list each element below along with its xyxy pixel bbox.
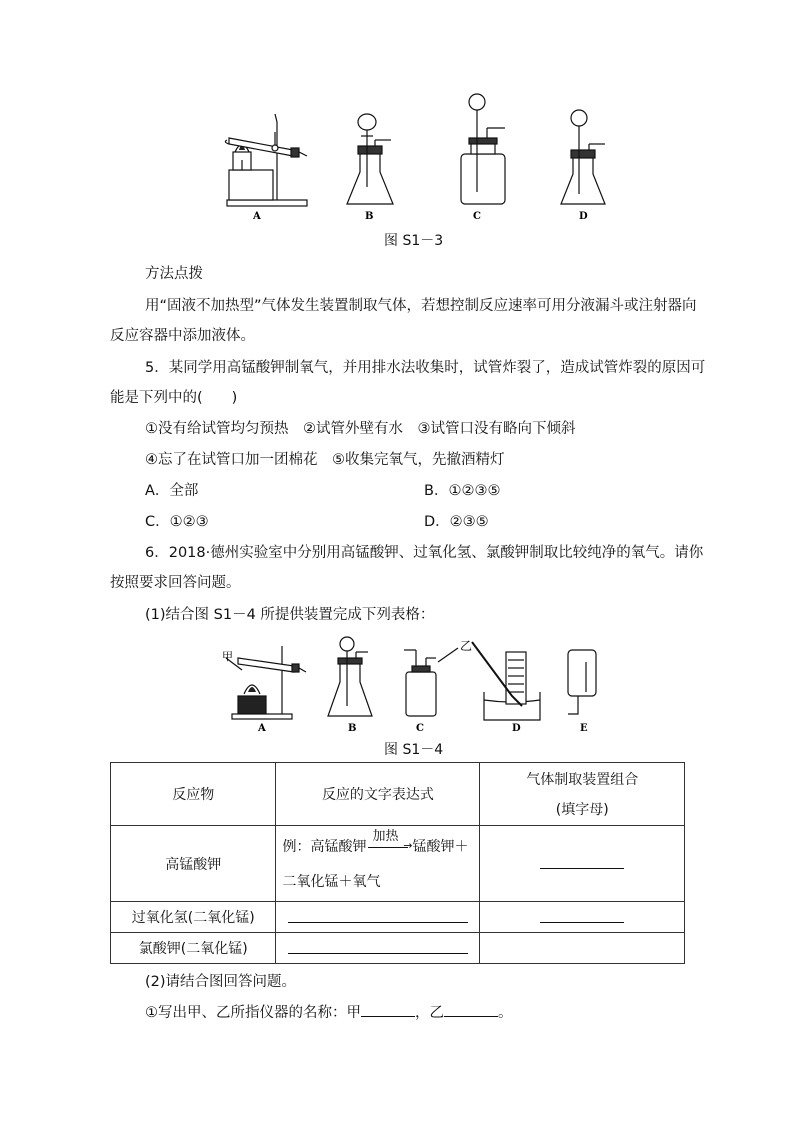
figure2-label-d: D: [512, 723, 521, 734]
table-header-row: [111, 763, 685, 826]
q6-sub2-item1-text-a: ①写出甲、乙所指仪器的名称：甲: [145, 1005, 361, 1021]
apparatus-2a-drawing: [226, 646, 306, 719]
table-row: [111, 902, 685, 933]
apparatus-c-drawing: [461, 94, 505, 204]
row1-reactant: 高锰酸钾: [111, 826, 276, 902]
row3-expression-answer[interactable]: [276, 933, 480, 964]
row1-apparatus-answer[interactable]: [480, 826, 685, 902]
pointer-label-yi: 乙: [460, 639, 473, 653]
figure1-label-d: D: [579, 211, 588, 222]
heating-arrow: 加热 →: [366, 837, 412, 857]
answer-blank-jia[interactable]: [361, 1002, 415, 1017]
figure-s1-4: [222, 636, 612, 736]
header-expression: 反应的文字表达式: [276, 763, 480, 826]
q5-reasons-line-1: ①没有给试管均匀预热 ②试管外壁有水 ③试管口没有略向下倾斜: [145, 421, 576, 437]
pointer-label-jia: 甲: [222, 650, 233, 663]
apparatus-a-drawing: [225, 114, 307, 206]
header-apparatus-line-1: 气体制取装置组合: [526, 772, 639, 788]
row3-apparatus-answer: [480, 933, 685, 964]
q5-option-a[interactable]: A．全部: [145, 483, 199, 499]
apparatus-2e-drawing: [568, 650, 596, 714]
apparatus-2c-drawing: [404, 648, 458, 716]
table-row: [111, 933, 685, 964]
q5-stem-line-2: 能是下列中的( ): [110, 390, 238, 406]
row1-expression-part-a: 例：高锰酸钾: [282, 839, 367, 855]
figure1-caption: 图 S1－3: [384, 233, 444, 249]
q6-sub2-item1-text-c: 。: [498, 1005, 513, 1021]
q5-stem-line-1: 5．某同学用高锰酸钾制氧气，并用排水法收集时，试管炸裂了，造成试管炸裂的原因可: [145, 360, 706, 376]
table-row: [111, 826, 685, 902]
q6-stem-line-1: 6．2018·德州实验室中分别用高锰酸钾、过氧化氢、氯酸钾制取比较纯净的氧气。请你: [145, 545, 704, 561]
figure2-label-c: C: [416, 723, 424, 734]
tip-line-1: 用“固液不加热型”气体发生装置制取气体，若想控制反应速率可用分液漏斗或注射器向: [145, 298, 697, 314]
row1-expression-part-c: 二氧化锰＋氧气: [282, 874, 381, 890]
row1-expression-part-b: 锰酸钾＋: [412, 839, 469, 855]
figure2-label-b: B: [348, 723, 357, 734]
row1-expression: [276, 826, 480, 902]
heating-condition: 加热: [372, 829, 399, 844]
q6-sub2-item-1: [145, 1001, 513, 1022]
figure1-label-a: A: [253, 211, 261, 222]
q5-option-c[interactable]: C．①②③: [145, 514, 209, 530]
figure2-label-e: E: [580, 723, 588, 734]
answer-blank-yi[interactable]: [444, 1002, 498, 1017]
apparatus-2d-drawing: [472, 642, 540, 720]
row2-reactant: 过氧化氢(二氧化锰): [111, 902, 276, 933]
row3-reactant: 氯酸钾(二氧化锰): [111, 933, 276, 964]
tip-line-2: 反应容器中添加液体。: [110, 328, 255, 344]
answer-table: [110, 762, 685, 964]
q5-option-b[interactable]: B．①②③⑤: [424, 483, 501, 499]
q6-sub2-item1-text-b: ，乙: [415, 1005, 444, 1021]
row2-expression-answer[interactable]: [276, 902, 480, 933]
apparatus-b-drawing: [347, 114, 393, 204]
figure1-label-b: B: [365, 211, 374, 222]
figure2-caption: 图 S1－4: [384, 742, 444, 758]
header-apparatus: [480, 763, 685, 826]
q6-sub-question-1: (1)结合图 S1－4 所提供装置完成下列表格：: [145, 607, 435, 623]
header-apparatus-line-2: (填字母): [555, 802, 609, 818]
figure-s1-3: [215, 92, 615, 227]
tip-heading: 方法点拨: [145, 266, 203, 282]
q6-stem-line-2: 按照要求回答问题。: [110, 575, 241, 591]
q6-sub-question-2: (2)请结合图回答问题。: [145, 974, 297, 990]
row2-apparatus-answer[interactable]: [480, 902, 685, 933]
q5-reasons-line-2: ④忘了在试管口加一团棉花 ⑤收集完氧气，先撤酒精灯: [145, 452, 505, 468]
apparatus-2b-drawing: [328, 637, 372, 716]
figure2-label-a: A: [258, 723, 266, 734]
header-reactant: 反应物: [111, 763, 276, 826]
q5-option-d[interactable]: D．②③⑤: [424, 514, 489, 530]
figure1-label-c: C: [473, 211, 481, 222]
apparatus-d-drawing: [561, 110, 605, 204]
